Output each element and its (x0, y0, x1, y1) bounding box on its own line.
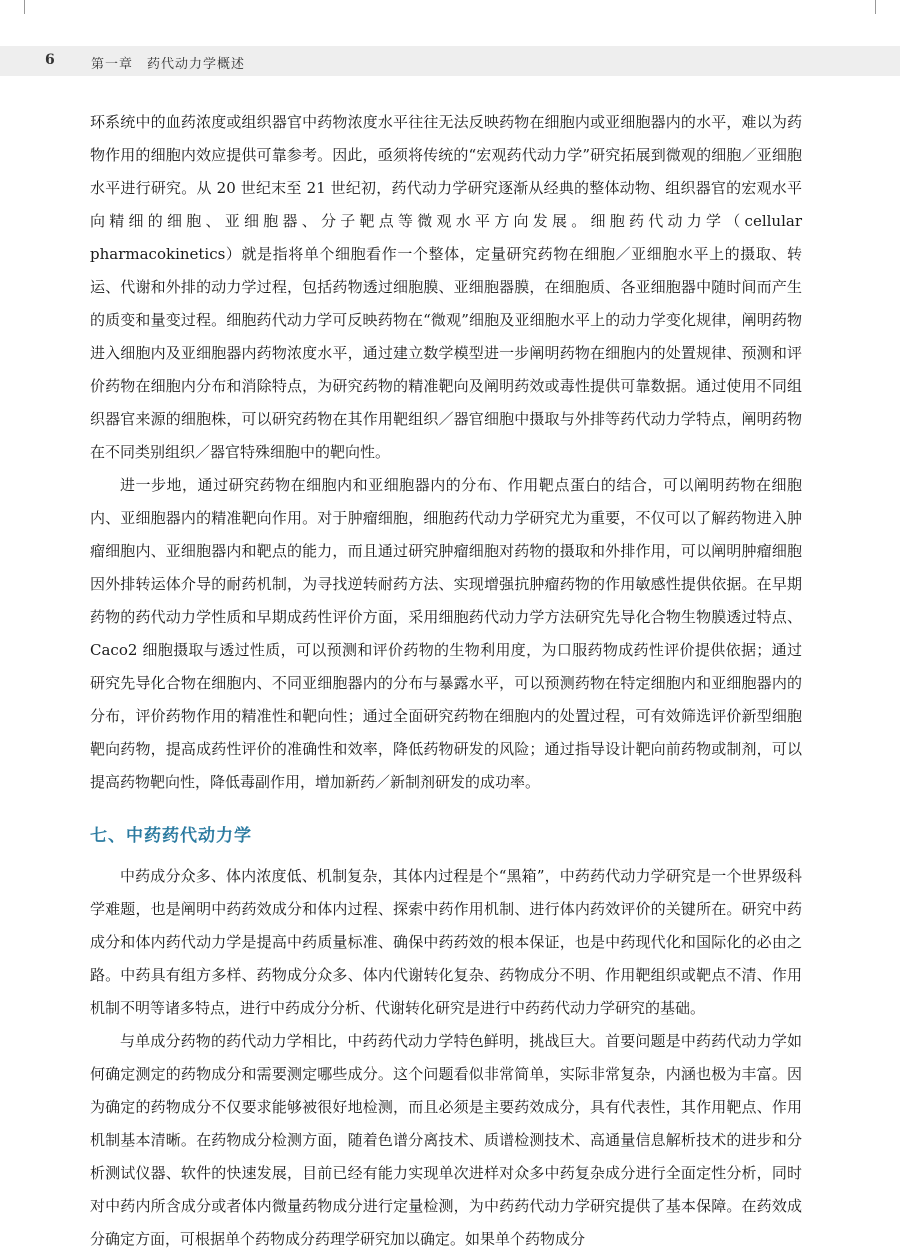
running-header (0, 46, 900, 76)
chapter-title: 第一章 药代动力学概述 (91, 57, 246, 72)
page-body (90, 106, 802, 1256)
paragraph-tcm-overview: 中药成分众多、体内浓度低、机制复杂，其体内过程是个“黑箱”，中药药代动力学研究是一个世界级科学难题，也是阐明中药药效成分和体内过程、探索中药作用机制、进行体内药效评价的关键所在。研究中药成分和体内药代动力学是提高中药质量标准、确保中药药效的根本保证，也是中药现代化和国际化的必由之路。中药具有组方多样、药物成分众多、体内代谢转化复杂、药物成分不明、作用靶组织或靶点不清、作用机制不明等诸多特点，进行中药成分分析、代谢转化研究是进行中药药代动力学研究的基础。 (90, 867, 802, 1017)
section-heading: 七、中药药代动力学 (90, 826, 252, 846)
page-number: 6 (45, 52, 55, 68)
paragraph-cell-targeting: 进一步地，通过研究药物在细胞内和亚细胞器内的分布、作用靶点蛋白的结合，可以阐明药物在细胞内、亚细胞器内的精准靶向作用。对于肿瘤细胞，细胞药代动力学研究尤为重要，不仅可以了解药物进入肿瘤细胞内、亚细胞器内和靶点的能力，而且通过研究肿瘤细胞对药物的摄取和外排作用，可以阐明肿瘤细胞因外排转运体介导的耐药机制，为寻找逆转耐药方法、实现增强抗肿瘤药物的作用敏感性提供依据。在早期药物的药代动力学性质和早期成药性评价方面，采用细胞药代动力学方法研究先导化合物生物膜透过特点、Caco2 细胞摄取与透过性质，可以预测和评价药物的生物利用度，为口服药物成药性评价提供依据；通过研究先导化合物在细胞内、不同亚细胞器内的分布与暴露水平，可以预测药物在特定细胞内和亚细胞器内的分布，评价药物作用的精准性和靶向性；通过全面研究药物在细胞内的处置过程，可有效筛选评价新型细胞靶向药物，提高成药性评价的准确性和效率，降低药物研发的风险；通过指导设计靶向前药物或制剂，可以提高药物靶向性，降低毒副作用，增加新药／新制剂研发的成功率。 (90, 476, 802, 791)
paragraph-continued: 环系统中的血药浓度或组织器官中药物浓度水平往往无法反映药物在细胞内或亚细胞器内的水平，难以为药物作用的细胞内效应提供可靠参考。因此，亟须将传统的“宏观药代动力学”研究拓展到微观的细胞／亚细胞水平进行研究。从 20 世纪末至 21 世纪初，药代动力学研究逐渐从经典的整体动物、组织器官的宏观水平向精细的细胞、亚细胞器、分子靶点等微观水平方向发展。细胞药代动力学（cellular pharmacokinetics）就是指将单个细胞看作一个整体，定量研究药物在细胞／亚细胞水平上的摄取、转运、代谢和外排的动力学过程，包括药物透过细胞膜、亚细胞器膜，在细胞质、各亚细胞器中随时间而产生的质变和量变过程。细胞药代动力学可反映药物在“微观”细胞及亚细胞水平上的动力学变化规律，阐明药物进入细胞内及亚细胞器内药物浓度水平，通过建立数学模型进一步阐明药物在细胞内的处置规律、预测和评价药物在细胞内分布和消除特点，为研究药物的精准靶向及阐明药效或毒性提供可靠数据。通过使用不同组织器官来源的细胞株，可以研究药物在其作用靶组织／器官细胞中摄取与外排等药代动力学特点，阐明药物在不同类别组织／器官特殊细胞中的靶向性。 (90, 113, 802, 461)
crop-mark-right (875, 0, 900, 14)
crop-mark-left (0, 0, 25, 14)
paragraph-tcm-challenges: 与单成分药物的药代动力学相比，中药药代动力学特色鲜明，挑战巨大。首要问题是中药药代动力学如何确定测定的药物成分和需要测定哪些成分。这个问题看似非常简单，实际非常复杂，内涵也极为丰富。因为确定的药物成分不仅要求能够被很好地检测，而且必须是主要药效成分，具有代表性，其作用靶点、作用机制基本清晰。在药物成分检测方面，随着色谱分离技术、质谱检测技术、高通量信息解析技术的进步和分析测试仪器、软件的快速发展，目前已经有能力实现单次进样对众多中药复杂成分进行全面定性分析，同时对中药内所含成分或者体内微量药物成分进行定量检测，为中药药代动力学研究提供了基本保障。在药效成分确定方面，可根据单个药物成分药理学研究加以确定。如果单个药物成分 (90, 1032, 802, 1248)
